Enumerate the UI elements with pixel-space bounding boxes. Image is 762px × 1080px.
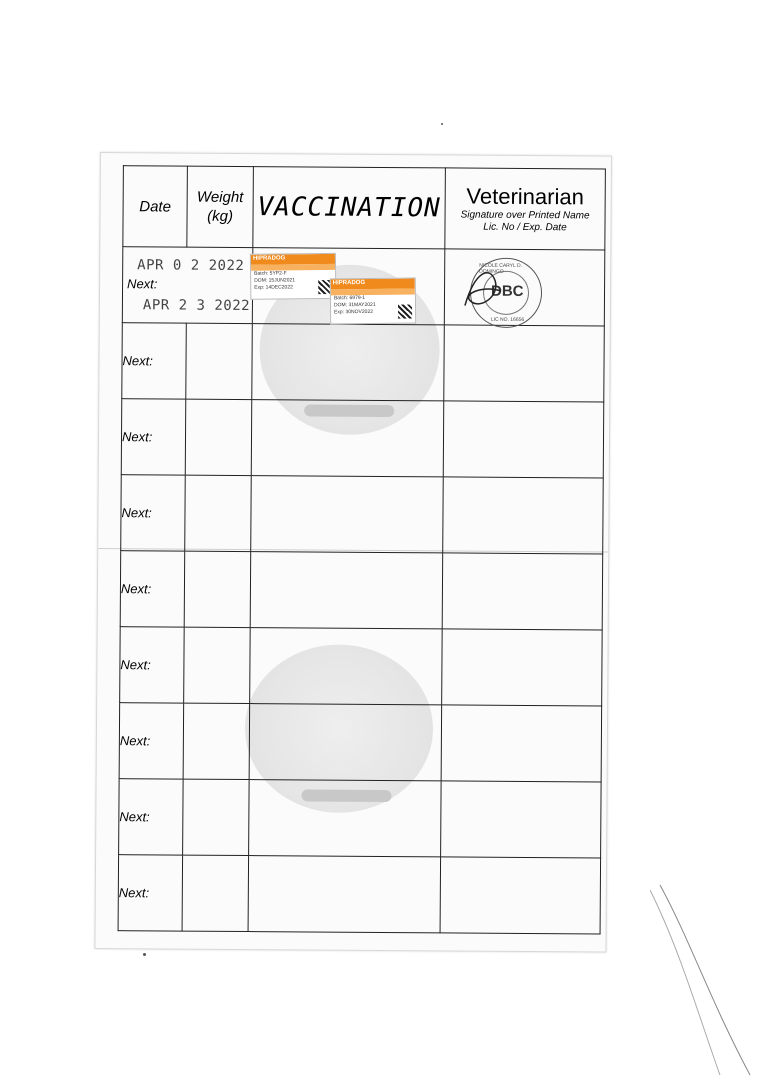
qr-code-icon xyxy=(398,305,412,319)
signature-scribble xyxy=(455,260,515,320)
vaccine-batch: Batch: 6979-1 xyxy=(333,294,366,302)
next-label: Next: xyxy=(119,703,184,779)
weight-cell xyxy=(184,551,251,627)
vaccination-cell xyxy=(251,400,444,477)
vaccine-dom: DOM: 15JUN2021 xyxy=(254,277,296,284)
veterinarian-sub1: Signature over Printed Name xyxy=(460,209,590,222)
next-label: Next: xyxy=(120,551,185,627)
vaccination-cell xyxy=(252,324,445,401)
table-row xyxy=(121,475,604,554)
veterinarian-cell xyxy=(440,857,601,934)
veterinarian-cell xyxy=(443,477,604,554)
scan-dot xyxy=(143,953,146,956)
vaccination-cell xyxy=(249,704,442,781)
next-label: Next: xyxy=(119,779,184,855)
weight-cell xyxy=(184,627,251,703)
table-row xyxy=(119,703,602,782)
vaccine-batch: Batch: 5YP2-F xyxy=(254,270,287,277)
vaccine-label xyxy=(250,253,336,300)
veterinarian-cell xyxy=(441,705,602,782)
vaccination-header: VACCINATION xyxy=(253,167,446,249)
vaccination-cell xyxy=(250,552,443,629)
seal-initials: DBC xyxy=(490,282,524,300)
header-row xyxy=(123,166,606,250)
vaccine-brand: HIPRADOG xyxy=(331,278,415,289)
vaccination-cell xyxy=(251,476,444,553)
weight-cell xyxy=(183,779,250,855)
weight-header-label: Weight xyxy=(196,188,244,207)
vaccination-cell xyxy=(249,780,442,857)
vaccine-exp: Exp: 30NOV2022 xyxy=(334,308,374,316)
vaccination-cell xyxy=(248,856,441,933)
weight-cell xyxy=(185,399,252,475)
date-header: Date xyxy=(123,166,188,247)
weight-cell xyxy=(186,323,253,399)
scan-edge-line xyxy=(650,880,760,1080)
veterinarian-cell xyxy=(444,325,605,402)
seal-name: NICOLE CARYL D. DOMINGO xyxy=(479,262,523,275)
next-date-stamp: APR 2 3 2022 xyxy=(142,297,251,315)
weight-cell xyxy=(185,475,252,551)
next-label: Next: xyxy=(118,855,183,931)
table-row xyxy=(122,323,605,402)
veterinarian-sub2: Lic. No / Exp. Date xyxy=(483,221,567,234)
next-label: Next: xyxy=(121,399,186,475)
next-label: Next: xyxy=(121,475,186,551)
table-row xyxy=(120,551,603,630)
table-row xyxy=(119,779,602,858)
table-row xyxy=(120,627,603,706)
veterinarian-cell xyxy=(441,781,602,858)
weight-cell xyxy=(182,855,249,931)
veterinarian-cell xyxy=(442,553,603,630)
vaccine-label xyxy=(330,277,416,324)
weight-header xyxy=(187,166,254,247)
seal-license: LIC NO. 16656 xyxy=(490,316,525,323)
veterinarian-cell xyxy=(442,629,603,706)
next-label: Next: xyxy=(122,323,187,399)
first-date-cell xyxy=(122,247,253,324)
vaccination-cell xyxy=(250,628,443,705)
weight-cell xyxy=(183,703,250,779)
table-row xyxy=(121,399,604,478)
vaccine-dom: DOM: 31MAY2021 xyxy=(333,301,376,309)
veterinarian-header xyxy=(445,168,606,250)
table-row xyxy=(118,855,601,934)
next-label: Next: xyxy=(120,627,185,703)
scan-dot xyxy=(441,123,443,125)
vaccination-card xyxy=(94,152,612,953)
date-stamp: APR 0 2 2022 xyxy=(137,257,245,275)
veterinarian-title: Veterinarian xyxy=(466,183,584,210)
veterinarian-cell xyxy=(443,401,604,478)
vaccine-brand: HIPRADOG xyxy=(251,254,335,265)
vaccine-exp: Exp: 14DEC2022 xyxy=(254,284,293,291)
next-label: Next: xyxy=(127,276,158,292)
weight-header-unit: (kg) xyxy=(207,207,234,225)
